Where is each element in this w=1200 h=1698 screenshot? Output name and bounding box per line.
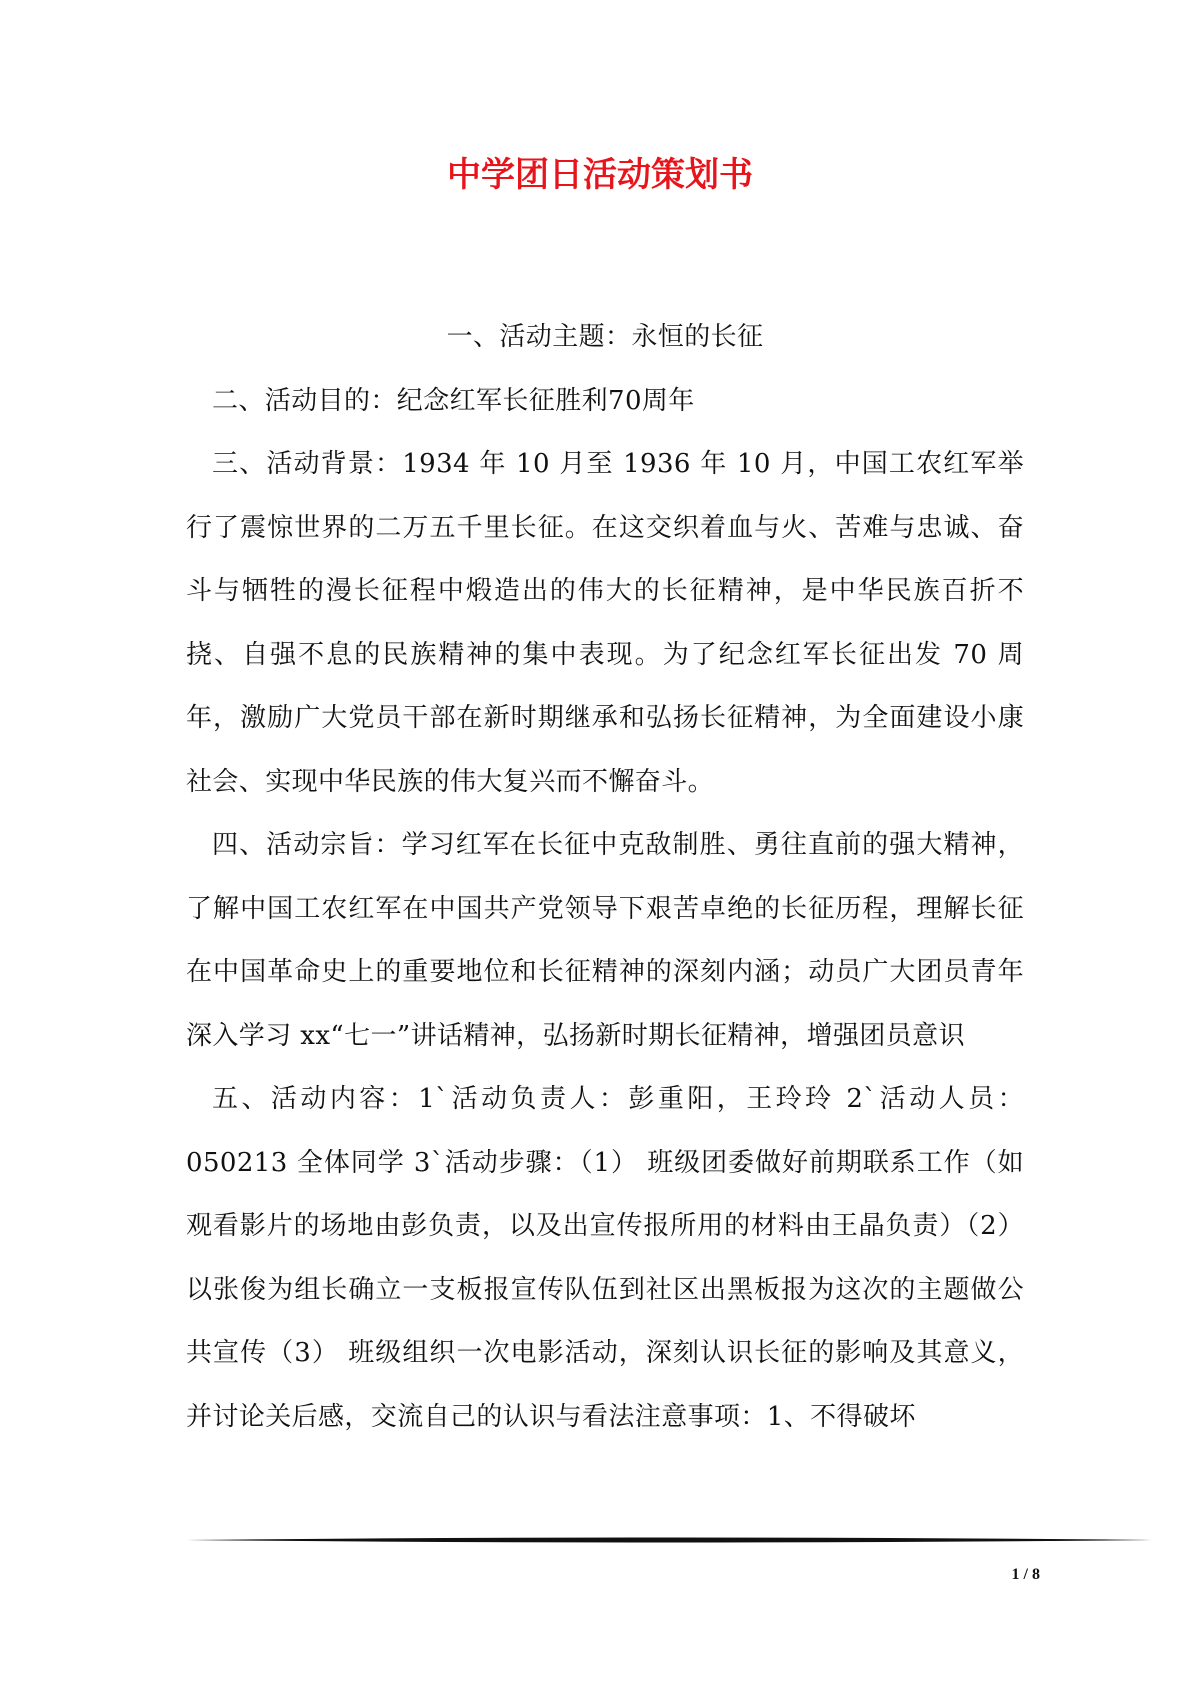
paragraph-content: 五、活动内容：1`活动负责人：彭重阳，王玲玲 2`活动人员：050213 全体同学 3`活动步骤：（1） 班级团委做好前期联系工作（如观看影片的场地由彭负责，以及出宣传报所用的材料由王晶负责）（2） 以张俊为组长确立一支板报宣传队伍到社区出黑板报为这次的主题做公共宣传（3） 班级组织一次电影活动，深刻认识长征的影响及其意义，并讨论关后感，交流自己的认识与看法注意事项：1、不得破坏: [186, 1084, 1024, 1432]
paragraph-theme: 一、活动主题：永恒的长征: [446, 322, 764, 352]
paragraph-background: 三、活动背景：1934 年 10 月至 1936 年 10 月，中国工农红军举行了震惊世界的二万五千里长征。在这交织着血与火、苦难与忠诚、奋斗与牺牲的漫长征程中煅造出的伟大的长征精神，是中华民族百折不挠、自强不息的民族精神的集中表现。为了纪念红军长征出发 70 周年，激励广大党员干部在新时期继承和弘扬长征精神，为全面建设小康社会、实现中华民族的伟大复兴而不懈奋斗。: [186, 449, 1024, 797]
page-number: 1 / 8: [1011, 1566, 1040, 1583]
document-title: 中学团日活动策划书: [447, 155, 753, 195]
footer-divider: [186, 1537, 1152, 1543]
document-body: [186, 306, 1024, 1449]
paragraph-aim: 四、活动宗旨：学习红军在长征中克敌制胜、勇往直前的强大精神，了解中国工农红军在中国共产党领导下艰苦卓绝的长征历程，理解长征在中国革命史上的重要地位和长征精神的深刻内涵；动员广大团员青年深入学习 xx“七一”讲话精神，弘扬新时期长征精神，增强团员意识: [186, 830, 1024, 1051]
paragraph-purpose: 二、活动目的：纪念红军长征胜利70周年: [212, 385, 695, 416]
